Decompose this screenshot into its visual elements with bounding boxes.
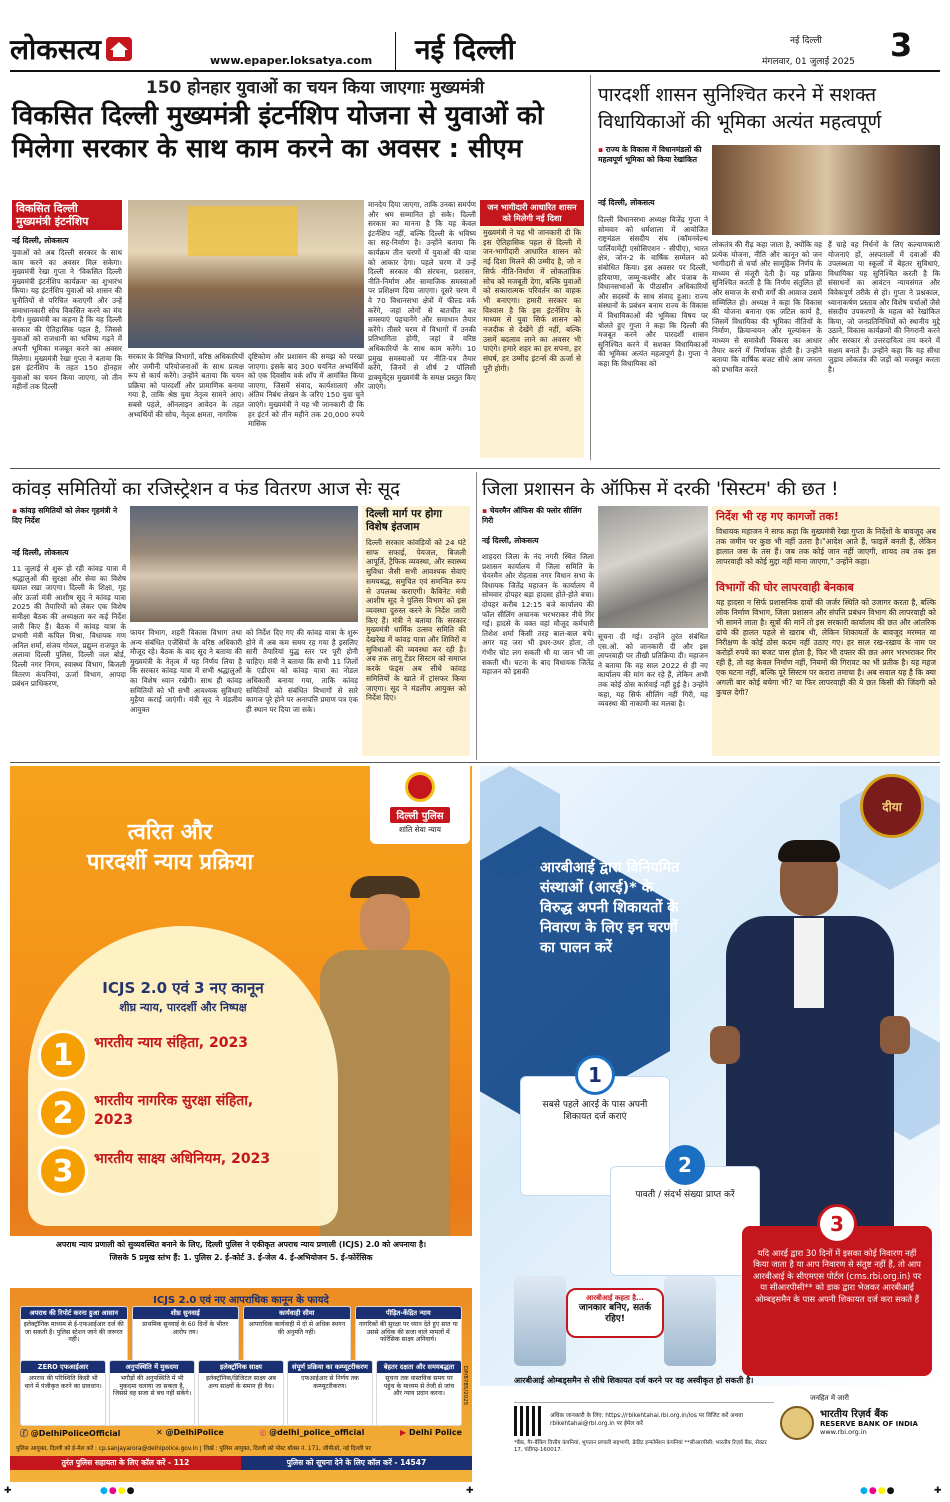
social-twitter-text: @DelhiPolice xyxy=(165,1428,224,1437)
feature-text: भगौड़ों की अनुपस्थिति में भी मुकदमा चलाया जा सकता है, जिससे वह सजा से बच नहीं सकेंगे। xyxy=(112,1375,192,1398)
story4-box1-title: निर्देश भी रह गए कागजों तक! xyxy=(716,510,839,523)
model-hair xyxy=(778,840,840,862)
thumbs-up-icon xyxy=(710,1026,740,1064)
story2-photo xyxy=(712,145,940,235)
thumbs-up-icon xyxy=(880,1016,910,1054)
law-text-1: भारतीय न्याय संहिता, 2023 xyxy=(94,1035,248,1051)
story2-bullet-text: राज्य के विकास में विधानमंडलों की महत्वपूर्ण भूमिका को किया रेखांकित xyxy=(598,145,702,164)
story3-bullet xyxy=(12,506,126,526)
color-dots-icon: ●●●● xyxy=(100,1486,136,1496)
story1-box-text: मुख्यमंत्री ने यह भी जानकारी दी कि इस ऐतिहासिक पहल से दिल्ली में जन-भागीदारी आधारित शासन को नई दिशा मिलने की उम्मीद है, जो न सिर्फ नीति-निर्माण में लोकतांत्रिक सोच को मजबूती देगा, बल्कि युवाओं को सकारात्मक परिवर्तन का वाहक भी बनाएगा। हमारी सरकार का विश्वास है कि इस इंटर्नशिप के माध्यम से युवा सिर्फ शासन को नजदीक से देखेंगे ही नहीं, बल्कि उसमें बदलाव लाने का अवसर भी पाएंगे। हमारे शहर का हर सपना, हर संघर्ष, हर उम्मीद इंटर्न्स की ऊर्जा से पूरी होगी। xyxy=(483,228,581,373)
story4-box2-title: विभागों की घोर लापरवाही बेनकाब xyxy=(716,581,854,594)
law-text-3: भारतीय साक्ष्य अधिनियम, 2023 xyxy=(94,1151,271,1167)
step-text-3: यदि आरई द्वारा 30 दिनों में इसका कोई निवारण नहीं किया जाता है या आप निवारण से संतुष्ट नहीं हैं, तो आप आरबीआई के सीएमएस पोर्टल (cms.rbi.org.in) पर या सीआरपीसी** को डाक द्वारा भेजकर आरबीआई ओम्बड्समैन के पास अपनी शिकायत दर्ज करा सकते हैं xyxy=(752,1248,922,1304)
story3-bullet-text: कांवड़ समितियों को लेकर गृहमंत्री ने दिए निर्देश xyxy=(12,506,118,525)
masthead-edition-small: नई दिल्ली xyxy=(790,36,822,46)
rbi-step-2 xyxy=(610,1153,760,1276)
feature-text: अपराध की परिस्थिति किसी भी थाने में पंजीकृत करने का प्रावधान। xyxy=(24,1375,102,1390)
story1-logo-box xyxy=(12,200,122,230)
law-text-2: भारतीय नागरिक सुरक्षा संहिता, 2023 xyxy=(94,1093,254,1128)
police-social-bar xyxy=(20,1428,462,1442)
registration-mark-icon: ✚ xyxy=(934,1486,942,1496)
police-pillars: जिसके 5 प्रमुख स्तंभ हैं: 1. पुलिस 2. ई-कोर्ट 3. ई-जेल 4. ई-अभियोजन 5. ई-फोरेंसिक xyxy=(109,1253,373,1262)
story2-bullet xyxy=(598,145,708,165)
rbi-note: आरबीआई ओम्बड्समैन से सीधे शिकायत दर्ज करने पर वह अस्वीकृत हो सकती है। xyxy=(514,1376,754,1385)
feature-text: इलेक्ट्रॉनिक/डिजिटल साक्ष्य अब अन्य साक्ष्यों के समान ही वैध। xyxy=(206,1375,276,1390)
story1-photo xyxy=(128,200,364,348)
features-grid-2 xyxy=(20,1360,462,1426)
helpline-14547: पुलिस को सूचना देने के लिए कॉल करें - 14547 xyxy=(286,1458,427,1467)
police-tagline: शांति सेवा न्याय xyxy=(398,825,442,834)
facebook-icon: ⓕ xyxy=(20,1429,28,1438)
masthead-divider xyxy=(395,32,396,70)
law-num-2: 2 xyxy=(38,1088,88,1138)
police-brand: दिल्ली पुलिस xyxy=(390,807,449,823)
step-num-3: 3 xyxy=(817,1204,857,1244)
police-contact: पुलिस आयुक्त, दिल्ली को ई-मेल करें : cp.sanjayarora@delhipolice.gov.in | लिखें : पुलिस आयुक्त, दिल्ली को पोस्ट बॉक्स नं. 171, जीपीओ, नई दिल्ली पर xyxy=(16,1446,371,1452)
rbi-bank-name xyxy=(820,1406,940,1436)
color-dots-icon: ●●●● xyxy=(860,1486,896,1496)
police-helpline-bar xyxy=(10,1456,472,1470)
story1-dateline: नई दिल्ली, लोकसत्य xyxy=(12,236,69,245)
feature-card-9 xyxy=(376,1360,462,1426)
law-num-3: 3 xyxy=(38,1146,88,1196)
icjs-line2: शीघ्र न्याय, पारदर्शी और निष्पक्ष xyxy=(119,1001,247,1014)
youtube-icon: ▶ xyxy=(399,1428,407,1437)
feature-text: एफआईआर से निर्णय तक कम्प्यूटरीकरण। xyxy=(301,1375,359,1390)
police-ad-code: DP/8785/2025 xyxy=(462,1366,468,1406)
social-facebook-text: @DelhiPoliceOfficial xyxy=(30,1429,121,1438)
story4-box1 xyxy=(712,506,940,756)
story1-col2: सरकार के विभिन्न विभागों, वरिष्ठ अधिकारियों और जमीनी परियोजनाओं के साथ प्रत्यक्ष रूप से कार्य करेंगे। उन्होंने बताया कि चयन प्रक्रिया को पारदर्शी और प्रामाणिक बनाया गया है, ताकि श्रेष्ठ युवा नेतृत्व सामने आए। सबसे पहले, ऑनलाइन आवेदन के तहत अभ्यर्थियों की सोच, नेतृत्व क्षमता, नागरिक xyxy=(128,352,244,419)
feature-title: बेहतर दक्षता और समयबद्धता xyxy=(377,1361,461,1373)
story3-col1: 11 जुलाई से शुरू हो रही कांवड़ यात्रा में श्रद्धालुओं की सुरक्षा और सेवा का विशेष ख्याल रखा जाएगा। दिल्ली के शिक्षा, गृह और ऊर्जा मंत्री आशीष सूद ने कांवड़ यात्रा 2025 की तैयारियों को लेकर एक विशेष समीक्षा बैठक की अध्यक्षता कर कई निर्देश जारी किए हैं। बैठक में कांवड़ यात्रा के प्रभारी मंत्री कपिल मिश्रा, विधायक गण अनिल शर्मा, संजय गोयल, प्रद्युम्न राजपूत के अलावा दिल्ली पुलिस, दिल्ली जल बोर्ड, दिल्ली नगर निगम, स्वास्थ्य विभाग, बिजली वितरण कंपनियां, ऊर्जा विभाग, आपदा प्रबंधन प्राधिकरण, xyxy=(12,564,126,689)
bubble-line2: जानकार बनिए, सतर्क रहिए! xyxy=(578,1303,652,1324)
rbi-footnote: *बैंक, गैर-बैंकिंग वित्तीय कंपनियां, भुगतान प्रणाली सहभागी, क्रेडिट इन्फॉर्मेशन कंपनियां **सीआरपीसी: भारतीय रिज़र्व बैंक, सेक्टर 17, चंडीगढ़-160017. xyxy=(514,1440,767,1453)
law-num-1: 1 xyxy=(38,1030,88,1080)
step-text-2: पावती / संदर्भ संख्या प्राप्त करें xyxy=(635,1190,735,1200)
feature-card-5 xyxy=(20,1360,106,1426)
rbi-bank-url[interactable]: www.rbi.org.in xyxy=(820,1428,867,1436)
photo-banner xyxy=(188,206,298,256)
officer-uniform xyxy=(320,950,450,1250)
social-facebook[interactable] xyxy=(20,1428,120,1442)
story2-dateline: नई दिल्ली, लोकसत्य xyxy=(598,198,655,207)
story1-col1: युवाओं को अब दिल्ली सरकार के साथ काम करने का अवसर मिल सकेगा। मुख्यमंत्री रेखा गुप्ता ने 'विकसित दिल्ली मुख्यमंत्री इंटर्नशिप कार्यक्रम' का शुभारंभ किया। यह इंटर्नशिप युवाओं को शासन की चुनौतियों से परिचित कराएगी और उन्हें समाधानकारी सोच विकसित करने का मंच देगी। मुख्यमंत्री का कहना है कि यह दिल्ली सरकार की ऐतिहासिक पहल है, जिससे युवाओं को राजधानी का भविष्य गढ़ने में अपनी भूमिका मजबूत करने का अवसर मिलेगा। मुख्यमंत्री रेखा गुप्ता ने बताया कि इस इंटर्नशिप के तहत 150 होनहार युवाओं का चयन किया जाएगा, जो तीन महीनों तक दिल्ली xyxy=(12,248,122,392)
feature-title: संपूर्ण प्रक्रिया का कम्प्यूटरीकरण xyxy=(288,1361,372,1373)
social-youtube-text: Delhi Police xyxy=(408,1428,462,1437)
police-emblem-icon xyxy=(405,772,435,802)
x-icon: ✕ xyxy=(156,1428,163,1437)
story4-dateline: नई दिल्ली, लोकसत्य xyxy=(482,536,539,545)
step-num-2: 2 xyxy=(665,1145,705,1185)
masthead-edition: नई दिल्ली xyxy=(415,33,516,66)
story2-col1: दिल्ली विधानसभा अध्यक्ष विजेंद्र गुप्ता ने सोमवार को धर्मशाला में आयोजित राष्ट्रमंडल संसदीय संघ (कॉमनवेल्थ पार्लियामेंट्री एसोसिएशन - सीपीए), भारत क्षेत्र, जोन-2 के वार्षिक सम्मेलन को संबोधित किया। इस अवसर पर दिल्ली, हरियाणा, जम्मू-कश्मीर और पंजाब के विधानसभाओं के पीठासीन अधिकारियों और सदस्यों के साथ संवाद हुआ। राज्य संस्थानों के प्रबंधन बनाम राज्य के विकास में विधायिकाओं की भूमिका विषय पर बोलते हुए गुप्ता ने कहा कि दिल्ली की मजबूत करने और पारदर्शी शासन सुनिश्चित करने में सशक्त विधायिकाओं की भूमिका अत्यंत महत्वपूर्ण है। गुप्ता ने कहा कि विधायिका को xyxy=(598,215,708,368)
social-instagram[interactable] xyxy=(259,1428,364,1442)
page-number: 3 xyxy=(890,26,913,64)
icjs-line1: ICJS 2.0 एवं 3 नए कानून xyxy=(102,979,264,997)
rbi-bank-hi: भारतीय रिज़र्व बैंक xyxy=(820,1409,888,1420)
story3-col2: फायर विभाग, शहरी विकास विभाग तथा अन्य संबंधित एजेंसियों के वरिष्ठ अधिकारी मौजूद रहे। बैठक के बाद सूद ने बताया की मुख्यमंत्री के नेतृत्व में यह निर्णय लिया है कि सरकार कांवड़ यात्रा में सभी श्रद्धालुओं का विशेष ध्यान रखेगी। साथ ही कांवड़ समितियों को भी सभी आवश्यक सुविधाएं मुहैया कराई जाएंगी। मंत्री सूद ने मंडलीय आयुक्त xyxy=(130,628,242,714)
website-link[interactable]: www.epaper.loksatya.com xyxy=(210,54,373,67)
rbi-info[interactable]: अधिक जानकारी के लिए: https://rbikehtahai.rbi.org.in/ios पर विजिट करें अथवा rbikehtahai@rbi.org.in पर ईमेल करें xyxy=(550,1413,743,1427)
registration-mark-icon: ✚ xyxy=(4,1486,12,1496)
bullet-icon: ▪ xyxy=(482,506,488,515)
feature-text: सूचना तक वास्तविक समय पर पहुंच के माध्यम से तेजी से जांच और न्याय प्रदान करना। xyxy=(383,1375,455,1398)
officer-face xyxy=(360,894,410,954)
rbi-info-box xyxy=(514,1402,774,1438)
story3-col3: को निर्देश दिए गए की कांवड़ यात्रा के शुरू होने में अब कम समय रह गया है इसलिए सारी तैयारियां युद्ध स्तर पर पूरी होनी चाहिए। मंत्री ने बताया कि सभी 11 जिलों के एडीएम को कांवड़ यात्रा का नोडल अधिकारी बनाया गया, ताकि कांवड़ समितियों को संबंधित विभागों से सारे कागज पूरे होने पर अनापत्ति प्रमाण पत्र एक ही स्थान पर दिया जा सके। xyxy=(246,628,358,714)
column-divider xyxy=(476,472,477,760)
story4-headline: जिला प्रशासन के ऑफिस में दरकी 'सिस्टम' की छत ! xyxy=(482,479,839,500)
police-intro-box xyxy=(10,1236,472,1288)
story1-kicker: 150 होनहार युवाओं का चयन किया जाएगाः मुख्यमंत्री xyxy=(145,78,485,98)
police-title-line1: त्वरित और xyxy=(127,820,213,845)
masthead-logo xyxy=(10,30,133,68)
social-twitter[interactable] xyxy=(156,1428,224,1442)
masthead-date: मंगलवार, 01 जुलाई 2025 xyxy=(762,57,855,67)
feature-title: पीड़ित-केंद्रित न्याय xyxy=(356,1307,462,1319)
bullet-icon: ▪ xyxy=(12,506,18,515)
logo-text: लोकसत्य xyxy=(10,33,102,66)
rbi-mascot-2 xyxy=(664,1276,716,1366)
step-num-1: 1 xyxy=(575,1055,615,1095)
police-intro: अपराध न्याय प्रणाली को सुव्यवस्थित बनाने के लिए, दिल्ली पुलिस ने एकीकृत अपराध न्याय प्रणाली (ICJS) 2.0 को अपनाया है। xyxy=(55,1240,427,1249)
feature-title: कार्यवाही सीमा xyxy=(244,1307,350,1319)
ad-rbi xyxy=(480,766,940,1482)
story1-col4: मानदेय दिया जाएगा, ताकि उनका समर्पण और श्रम सम्मानित हो सके। दिल्ली सरकार का मानना है कि यह केवल इंटर्नशिप नहीं, बल्कि दिल्ली के भविष्य का सह-निर्माण है। उन्होंने बताया कि कार्यक्रम तीन चरणों में युवाओं की यात्रा को आकार देगा। पहले चरण में उन्हें दिल्ली सरकार की संरचना, प्रशासन, नीति-निर्माण और सामाजिक समस्याओं पर प्रशिक्षण दिया जाएगा। दूसरे चरण में वे 70 विधानसभा क्षेत्रों में फील्ड वर्क करेंगे, जहां लोगों से बातचीत कर समस्याएं पहचानेंगे और समाधान तैयार करेंगे। तीसरे चरण में विभागों में उनकी प्रतिभागिता होगी, जहां वे वरिष्ठ अधिकारियों के साथ काम करेंगे। 10 प्रमुख समस्याओं पर नीति-पत्र तैयार करेंगे, जिनमें से शीर्ष 2 पॉलिसी डाक्यूमेंट्स मुख्यमंत्री के समक्ष प्रस्तुत किए जाएंगे। xyxy=(368,200,476,392)
feature-card-7 xyxy=(198,1360,284,1426)
story2-col2: लोकतंत्र की रीढ़ कहा जाता है, क्योंकि वह प्रत्येक योजना, नीति और कानून को जन भागीदारी से चर्चा और सामूहिक निर्णय के माध्यम से मंजूरी देती है। यह प्रक्रिया सुनिश्चित करती है कि निर्णय संतुलित हों और समाज के सभी वर्गों की आवाज उसमें सम्मिलित हो। अध्यक्ष ने कहा कि विकास की योजना बनाना एक जटिल कार्य है, जिसमें विधायिका की भूमिका नीतियों के निर्माण, क्रियान्वयन और मूल्यांकन के माध्यम से समावेशी विकास का आधार तैयार करने में निर्णायक होती है। उन्होंने बताया कि वार्षिक बजट सीधे आम जनता को प्रभावित करते xyxy=(712,240,822,374)
story1-box-title: जन भागीदारी आधारित शासन को मिलेगी नई दिशा xyxy=(480,200,584,226)
story1-col3: दृष्टिकोण और प्रशासन की समझ को परखा जाएगा। इसके बाद 300 चयनित अभ्यर्थियों को एक दिवसीय वर्क शॉप में आमंत्रित किया जाएगा, जिसमें संवाद, कार्यशालाएं और अंतिम निबंध लेखन के जरिए 150 युवा चुने जाएंगे। मुख्यमंत्री ने यह भी जानकारी दी कि हर इंटर्न को तीन महीने तक 20,000 रुपये मासिक xyxy=(248,352,364,429)
rbi-step-3 xyxy=(742,1212,932,1376)
feature-title: इलेक्ट्रॉनिक साक्ष्य xyxy=(199,1361,283,1373)
registration-mark-icon: ✚ xyxy=(466,1486,474,1496)
masthead-rule xyxy=(10,70,940,72)
story1-box xyxy=(480,200,584,458)
story4-col2: सूचना दी गई। उन्होंने तुरंत संबंधित एस.ओ. को जानकारी दी और इस लापरवाही पर तीखी प्रतिक्रिया दी। महाजन ने बताया कि वह साल 2022 से ही नए कार्यालय की मांग कर रहे हैं, लेकिन अभी तक कोई ठोस कार्रवाई नहीं हुई है। उन्होंने कहा, यह सिर्फ सीलिंग नहीं गिरी, यह व्यवस्था की नाकामी का मलबा है। xyxy=(598,632,708,709)
social-instagram-text: @delhi_police_official xyxy=(269,1428,365,1437)
police-brand-box xyxy=(370,766,470,844)
story4-photo xyxy=(598,506,708,628)
rbi-emblem-icon xyxy=(780,1406,814,1440)
feature-text: आपराधिक कार्यवाही में दो से अधिक स्थगन की अनुमति नहीं। xyxy=(248,1321,346,1336)
rbi-mascot-1 xyxy=(514,1276,566,1366)
social-youtube[interactable] xyxy=(400,1428,462,1442)
rbi-speech-bubble xyxy=(566,1288,664,1338)
feature-card-8 xyxy=(287,1360,373,1426)
feature-title: शीघ्र सुनवाई xyxy=(133,1307,239,1319)
rbi-public-notice: जनहित में जारी xyxy=(810,1394,849,1402)
feature-text: नागरिकों की सुरक्षा पर ध्यान देते हुए सात या उससे अधिक की सजा वाले मामलों में फोरेंसिक साक्ष्य अनिवार्य। xyxy=(358,1321,458,1344)
story3-box xyxy=(362,506,470,756)
story4-box1-text: विधायक महाजन ने साफ कहा कि मुख्यमंत्री रेखा गुप्ता के निर्देशों के बावजूद अब तक जमीन पर कुछ भी नहीं उतरा है।"आदेश आते हैं, फाइलें बनती हैं, लेकिन हालात जस के तस हैं। जब तक कोई जान नहीं जाएगी, शायद तब तक इस लापरवाही को कोई मुद्दा नहीं माना जाएगा," उन्होंने कहा। xyxy=(716,527,936,566)
feature-card-6 xyxy=(109,1360,195,1426)
story3-dateline: नई दिल्ली, लोकसत्य xyxy=(12,548,69,557)
story3-box-title: दिल्ली मार्ग पर होगा विशेष इंतजाम xyxy=(366,508,442,533)
diya-label: दीया xyxy=(882,799,902,814)
law-item-3 xyxy=(38,1146,298,1200)
feature-text: इलेक्ट्रॉनिक माध्यम से ई-एफआईआर दर्ज की जा सकती है। पुलिस स्टेशन जाने की जरूरत नहीं। xyxy=(23,1321,124,1344)
story3-photo xyxy=(130,506,358,622)
law-item-1 xyxy=(38,1030,298,1084)
helpline-112: तुरंत पुलिस सहायता के लिए कॉल करें - 112 xyxy=(10,1456,241,1470)
story2-col3: हैं चाहे वह निर्धनों के लिए कल्याणकारी योजनाएं हों, अस्पतालों में दवाओं की उपलब्धता या स्कूलों में बेहतर सुविधाएं, विधायिका यह सुनिश्चित करती है कि संसाधनों का आवंटन न्यायसंगत और विवेकपूर्ण तरीके से हो। गुप्ता ने प्रश्नकाल, ध्यानाकर्षण प्रस्ताव और विशेष चर्चाओं जैसे संसदीय उपकरणों के महत्व को रेखांकित किया, जो जनप्रतिनिधियों को स्थानीय मुद्दे उठाने, विकास कार्यक्रमों की निगरानी करने और सरकार से उत्तरदायित्व तय करने में सक्षम बनाते हैं। उन्होंने कहा कि यह सीधा जुड़ाव लोकतंत्र की जड़ों को मजबूत करता है। xyxy=(828,240,940,374)
story2-headline: पारदर्शी शासन सुनिश्चित करने में सशक्त विधायिकाओं की भूमिका अत्यंत महत्वपूर्ण xyxy=(598,84,882,133)
story4-bullet xyxy=(482,506,594,526)
ad-delhi-police xyxy=(10,766,472,1482)
story4-bullet-text: चेयरमैन ऑफिस की फ्लोर सीलिंग गिरी xyxy=(482,506,582,525)
bubble-line1: आरबीआई कहता है... xyxy=(586,1294,644,1302)
story1-logo-line2: मुख्यमंत्री इंटर्नशिप xyxy=(16,215,89,228)
section-rule-2 xyxy=(10,762,940,763)
section-rule-1 xyxy=(10,468,940,469)
step-text-1: सबसे पहले आरई के पास अपनी शिकायत दर्ज कराएं xyxy=(542,1100,648,1122)
police-title-line2: पारदर्शी न्याय प्रक्रिया xyxy=(86,850,254,875)
masthead xyxy=(10,26,940,72)
model-shirt xyxy=(794,918,824,1008)
home-icon xyxy=(105,36,133,62)
feature-title: ZERO एफआईआर xyxy=(21,1361,105,1373)
instagram-icon: ◎ xyxy=(259,1428,267,1437)
rbi-heading: आरबीआई द्वारा विनियमित संस्थाओं (आरई)* के विरुद्ध अपनी शिकायतों के निवारण के लिए इन चरणों का पालन करें xyxy=(540,860,680,956)
qr-code-icon xyxy=(514,1406,544,1436)
feature-title: अनुपस्थिति में मुकदमा xyxy=(110,1361,194,1373)
story3-headline: कांवड़ समितियों का रजिस्ट्रेशन व फंड वितरण आज सेः सूद xyxy=(12,479,400,500)
police-benefits-title: ICJS 2.0 एवं नए आपराधिक कानून के फायदे xyxy=(153,1295,329,1306)
story1-headline: विकसित दिल्ली मुख्यमंत्री इंटर्नशिप योजना से युवाओं को मिलेगा सरकार के साथ काम करने का अवसर : सीएम xyxy=(12,101,544,164)
rbi-bank-en: RESERVE BANK OF INDIA xyxy=(820,1420,918,1428)
law-item-2 xyxy=(38,1088,298,1142)
print-marks xyxy=(0,1486,950,1498)
story4-col1: शाहदरा जिला के नंद नगरी स्थित जिला प्रशासन कार्यालय में जिला समिति के चेयरमैन और रोहतास नगर विधान सभा के विधायक जितेंद्र महाजन के कार्यालय में सोमवार दोपहर बड़ा हादसा होते-होते बचा। दोपहर करीब 12:15 बजे कार्यालय की फॉल सीलिंग अचानक भरभराकर नीचे गिर गई। हादसे के वक्त वहां मौजूद कर्मचारी तिशेश शर्मा किसी तरह बाल-बाल बचे। अगर यह जरा भी इधर-उधर होता, तो गंभीर चोट लग सकती थी या जान भी जा सकती थी। घटना के बाद विधायक जितेंद्र महाजन को इसकी xyxy=(482,552,594,677)
story3-box-text: दिल्ली सरकार कांवड़ियों को 24 घंटे साफ सफाई, पेयजल, बिजली आपूर्ति, ट्रैफिक व्यवस्था, और स्वास्थ्य सुविधा जैसी सभी आवश्यक सेवाएं समयबद्ध, समुचित एवं समन्वित रूप से उपलब्ध कराएगी। कैबिनेट मंत्री आशीष सूद ने पुलिस विभाग को इस व्यवस्था दुरुस्त करने के निर्देश जारी किए हैं। मंत्री ने बताया कि सरकार मुख्यमंत्री धार्मिक उत्सव समिति की देखरेख में कांवड़ यात्रा और शिविरों व सुविधाओं की व्यवस्था कर रही है। अब तक लागू टेंडर सिस्टम को समाप्त करके फंड्स अब सीधे कांवड़ समितियों के खाते में ट्रांसफर किया जाएगा। सूद ने मंडलीय आयुक्त को निर्देश दिए। xyxy=(366,538,466,703)
column-divider xyxy=(590,75,591,460)
feature-text: प्राथमिक सुनवाई के 60 दिनों के भीतर आरोप तय। xyxy=(142,1321,229,1336)
story4-box2-text: यह हादसा न सिर्फ प्रशासनिक दावों की जर्जर स्थिति को उजागर करता है, बल्कि लोक निर्माण विभाग, जिला प्रशासन और संपत्ति प्रबंधन विभाग की लापरवाही को भी सामने लाता है। सूत्रों की मानें तो इस सरकारी कार्यालय की छत और आंतरिक ढांचे की हालत पहले से खराब थी, लेकिन शिकायतों के बावजूद मरम्मत या निरीक्षण के कोई ठोस कदम नहीं उठाए गए। हर साल रख-रखाव के नाम पर करोड़ों रुपये का बजट पास होता है, फिर भी दफ्तर की छत अगर भरभराकर गिर रही है, तो यह केवल निर्माण नहीं, नियमों की गिरावट का भी प्रतीक है। यह महज एक घटना नहीं, बल्कि पूरे सिस्टम पर करारा तमाचा है। अब सवाल यह है कि क्या अगली बार कोई बचेगा भी? या फिर लापरवाही की ये छत किसी की जिंदगी को कुचल देगी? xyxy=(716,598,937,697)
feature-title: अपराध की रिपोर्ट करना हुआ आसान xyxy=(21,1307,127,1319)
story1-logo-line1: विकसित दिल्ली xyxy=(16,202,78,215)
bullet-icon: ▪ xyxy=(598,145,604,154)
